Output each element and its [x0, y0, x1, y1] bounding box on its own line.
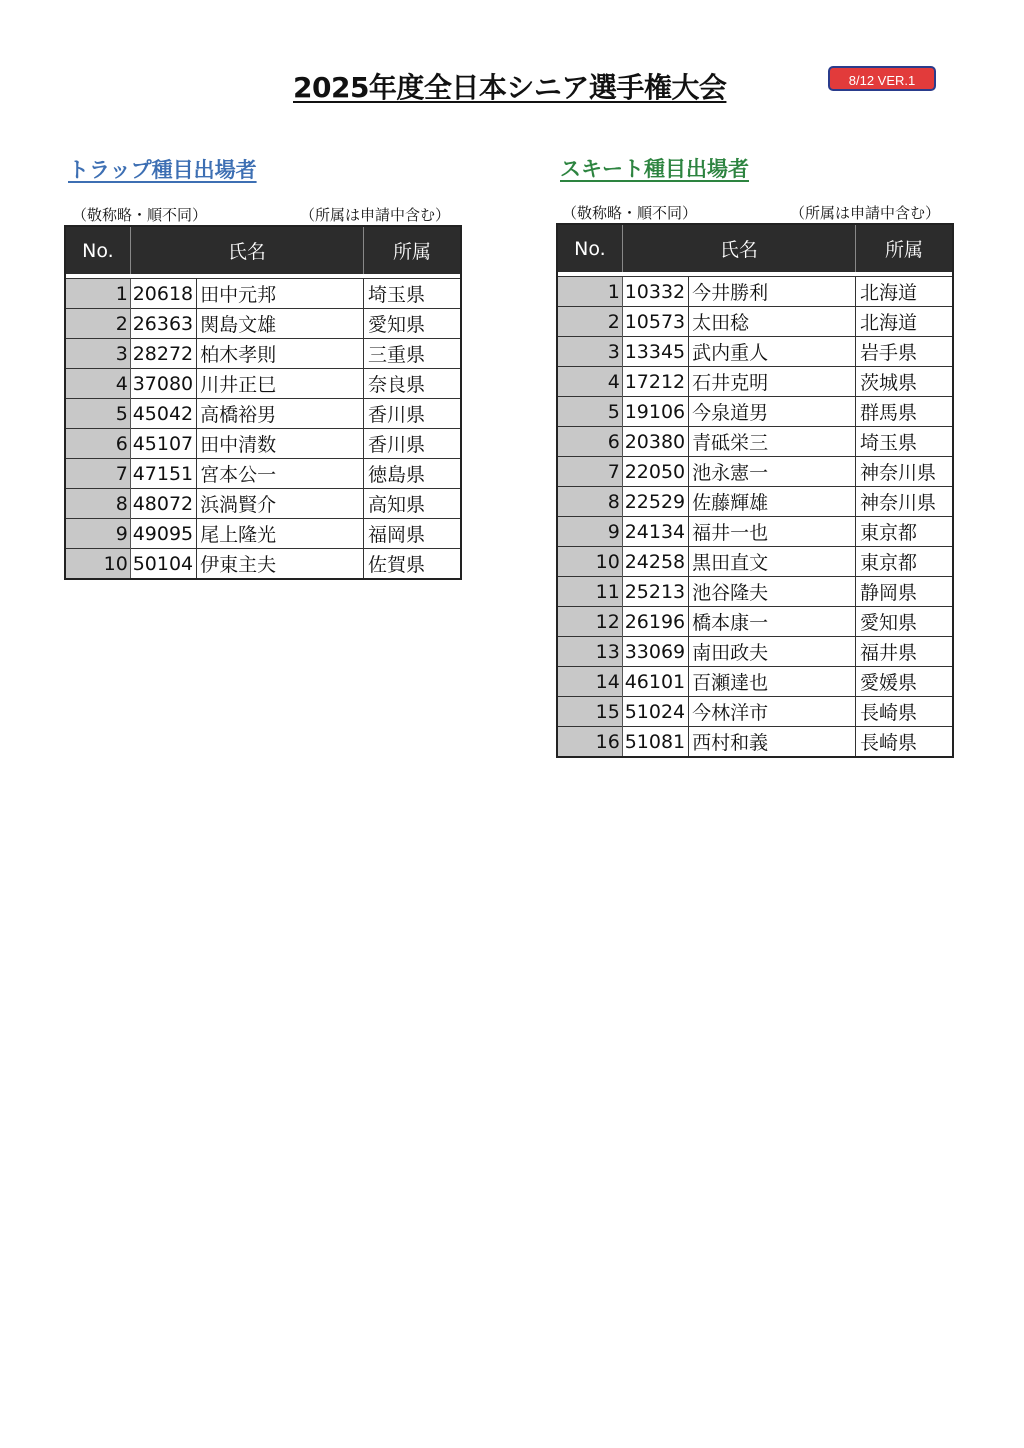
competitor-name: 今泉道男	[689, 397, 856, 427]
competitor-name: 石井克明	[689, 367, 856, 397]
affiliation: 香川県	[363, 399, 461, 429]
competitor-name: 田中元邦	[197, 279, 364, 309]
affiliation: 群馬県	[855, 397, 953, 427]
table-row	[557, 667, 953, 697]
table-row	[557, 607, 953, 637]
page-title: 2025年度全日本シニア選手権大会	[293, 71, 727, 104]
affiliation: 埼玉県	[363, 279, 461, 309]
table-row	[65, 459, 461, 489]
skeet-notes	[562, 202, 940, 223]
affiliation: 神奈川県	[855, 487, 953, 517]
member-id: 24258	[622, 547, 688, 577]
table-row	[557, 517, 953, 547]
row-number: 10	[557, 547, 622, 577]
member-id: 26363	[130, 309, 196, 339]
competitor-name: 柏木孝則	[197, 339, 364, 369]
member-id: 37080	[130, 369, 196, 399]
table-row	[557, 397, 953, 427]
member-id: 20618	[130, 279, 196, 309]
skeet-roster-body	[557, 272, 953, 757]
competitor-name: 川井正巳	[197, 369, 364, 399]
table-row	[557, 277, 953, 307]
skeet-note-honorific: （敬称略・順不同）	[562, 204, 698, 222]
competitor-name: 南田政夫	[689, 637, 856, 667]
member-id: 51081	[622, 727, 688, 758]
row-number: 13	[557, 637, 622, 667]
competitor-name: 尾上隆光	[197, 519, 364, 549]
member-id: 17212	[622, 367, 688, 397]
row-number: 3	[557, 337, 622, 367]
trap-header-row	[65, 226, 461, 274]
skeet-note-affiliation: （所属は申請中含む）	[789, 204, 940, 222]
member-id: 47151	[130, 459, 196, 489]
affiliation: 徳島県	[363, 459, 461, 489]
row-number: 1	[65, 279, 130, 309]
affiliation: 東京都	[855, 517, 953, 547]
competitor-name: 今井勝利	[689, 277, 856, 307]
trap-note-affiliation: （所属は申請中含む）	[299, 206, 450, 224]
competitor-name: 田中清数	[197, 429, 364, 459]
affiliation: 愛知県	[855, 607, 953, 637]
member-id: 46101	[622, 667, 688, 697]
affiliation: 東京都	[855, 547, 953, 577]
table-row	[557, 547, 953, 577]
competitor-name: 宮本公一	[197, 459, 364, 489]
table-row	[65, 339, 461, 369]
member-id: 24134	[622, 517, 688, 547]
skeet-section-title: スキート種目出場者	[560, 157, 749, 181]
affiliation: 長崎県	[855, 727, 953, 758]
table-row	[557, 307, 953, 337]
row-number: 2	[65, 309, 130, 339]
affiliation: 高知県	[363, 489, 461, 519]
table-row	[557, 727, 953, 758]
table-row	[65, 309, 461, 339]
table-row	[557, 697, 953, 727]
competitor-name: 今林洋市	[689, 697, 856, 727]
competitor-name: 黒田直文	[689, 547, 856, 577]
table-row	[557, 577, 953, 607]
table-row	[557, 367, 953, 397]
row-number: 9	[557, 517, 622, 547]
row-number: 16	[557, 727, 622, 758]
affiliation: 愛知県	[363, 309, 461, 339]
competitor-name: 池谷隆夫	[689, 577, 856, 607]
row-number: 3	[65, 339, 130, 369]
competitor-name: 高橋裕男	[197, 399, 364, 429]
competitor-name: 百瀬達也	[689, 667, 856, 697]
member-id: 22050	[622, 457, 688, 487]
member-id: 20380	[622, 427, 688, 457]
row-number: 7	[65, 459, 130, 489]
member-id: 25213	[622, 577, 688, 607]
version-badge: 8/12 VER.1	[828, 66, 936, 91]
table-row	[557, 637, 953, 667]
table-row	[557, 487, 953, 517]
competitor-name: 関島文雄	[197, 309, 364, 339]
skeet-header-row	[557, 224, 953, 272]
affiliation: 福井県	[855, 637, 953, 667]
competitor-name: 福井一也	[689, 517, 856, 547]
member-id: 13345	[622, 337, 688, 367]
affiliation: 佐賀県	[363, 549, 461, 580]
row-number: 8	[65, 489, 130, 519]
affiliation: 北海道	[855, 307, 953, 337]
skeet-roster-table	[556, 223, 954, 758]
row-number: 1	[557, 277, 622, 307]
competitor-name: 佐藤輝雄	[689, 487, 856, 517]
table-row	[557, 337, 953, 367]
row-number: 4	[557, 367, 622, 397]
table-row	[65, 429, 461, 459]
member-id: 19106	[622, 397, 688, 427]
member-id: 51024	[622, 697, 688, 727]
affiliation: 埼玉県	[855, 427, 953, 457]
table-row	[65, 279, 461, 309]
skeet-header-pref: 所属	[855, 224, 953, 272]
row-number: 5	[65, 399, 130, 429]
member-id: 50104	[130, 549, 196, 580]
affiliation: 静岡県	[855, 577, 953, 607]
affiliation: 神奈川県	[855, 457, 953, 487]
table-row	[65, 399, 461, 429]
competitor-name: 武内重人	[689, 337, 856, 367]
member-id: 45042	[130, 399, 196, 429]
trap-header-pref: 所属	[363, 226, 461, 274]
trap-notes	[72, 204, 450, 225]
row-number: 9	[65, 519, 130, 549]
row-number: 2	[557, 307, 622, 337]
member-id: 22529	[622, 487, 688, 517]
table-row	[65, 519, 461, 549]
row-number: 7	[557, 457, 622, 487]
skeet-header-no: No.	[557, 224, 622, 272]
trap-roster-table	[64, 225, 462, 580]
row-number: 12	[557, 607, 622, 637]
row-number: 5	[557, 397, 622, 427]
competitor-name: 伊東主夫	[197, 549, 364, 580]
trap-header-name: 氏名	[130, 226, 363, 274]
member-id: 28272	[130, 339, 196, 369]
competitor-name: 橋本康一	[689, 607, 856, 637]
trap-header-no: No.	[65, 226, 130, 274]
member-id: 10332	[622, 277, 688, 307]
row-number: 6	[557, 427, 622, 457]
affiliation: 北海道	[855, 277, 953, 307]
competitor-name: 西村和義	[689, 727, 856, 758]
trap-note-honorific: （敬称略・順不同）	[72, 206, 208, 224]
affiliation: 茨城県	[855, 367, 953, 397]
affiliation: 奈良県	[363, 369, 461, 399]
affiliation: 三重県	[363, 339, 461, 369]
row-number: 6	[65, 429, 130, 459]
competitor-name: 青砥栄三	[689, 427, 856, 457]
trap-roster-body	[65, 274, 461, 579]
member-id: 49095	[130, 519, 196, 549]
competitor-name: 太田稔	[689, 307, 856, 337]
affiliation: 岩手県	[855, 337, 953, 367]
row-number: 15	[557, 697, 622, 727]
competitor-name: 浜渦賢介	[197, 489, 364, 519]
table-row	[65, 489, 461, 519]
skeet-header-name: 氏名	[622, 224, 855, 272]
row-number: 8	[557, 487, 622, 517]
row-number: 11	[557, 577, 622, 607]
affiliation: 香川県	[363, 429, 461, 459]
affiliation: 愛媛県	[855, 667, 953, 697]
member-id: 33069	[622, 637, 688, 667]
table-row	[557, 457, 953, 487]
member-id: 10573	[622, 307, 688, 337]
member-id: 45107	[130, 429, 196, 459]
affiliation: 福岡県	[363, 519, 461, 549]
row-number: 14	[557, 667, 622, 697]
table-row	[65, 369, 461, 399]
trap-section-title: トラップ種目出場者	[68, 158, 257, 182]
competitor-name: 池永憲一	[689, 457, 856, 487]
row-number: 10	[65, 549, 130, 580]
row-number: 4	[65, 369, 130, 399]
table-row	[65, 549, 461, 580]
affiliation: 長崎県	[855, 697, 953, 727]
member-id: 48072	[130, 489, 196, 519]
member-id: 26196	[622, 607, 688, 637]
table-row	[557, 427, 953, 457]
